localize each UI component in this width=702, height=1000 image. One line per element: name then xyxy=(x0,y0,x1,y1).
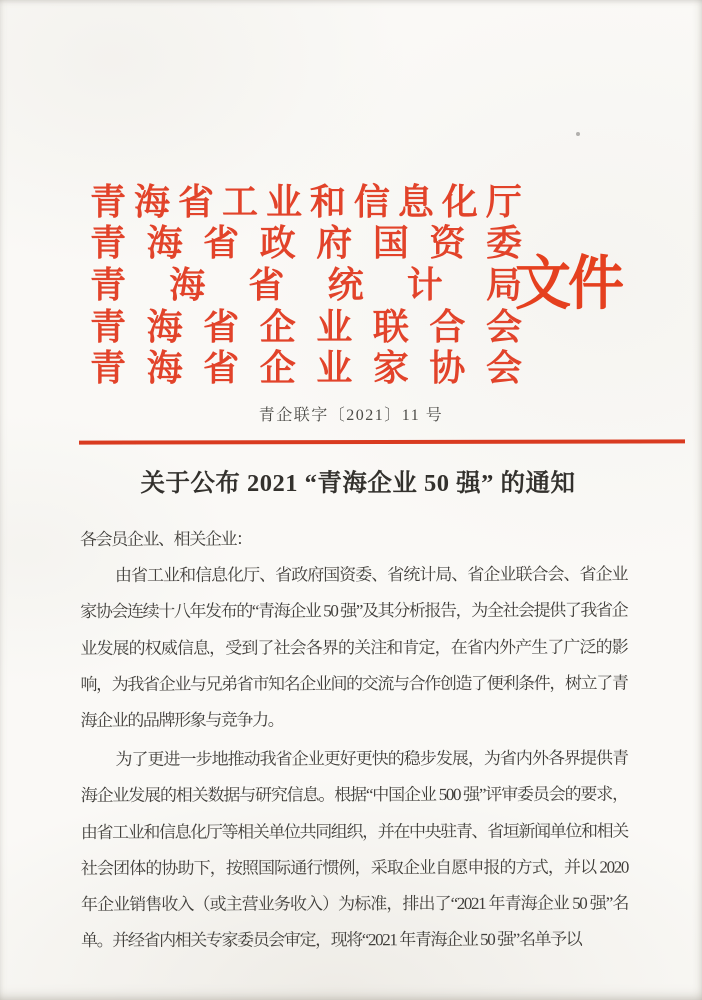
org-name-line: 青 海 省 统 计 局 xyxy=(90,264,522,305)
org-name-line: 青 海 省 企 业 联 合 会 xyxy=(90,306,522,347)
org-name-line: 青 海 省 政 府 国 资 委 xyxy=(90,223,522,264)
org-name-line: 青 海 省 工 业 和 信 息 化 厅 xyxy=(90,181,522,222)
body-paragraph: 由省工业和信息化厅、省政府国资委、省统计局、省企业联合会、省企业家协会连续十八年发布的“青海企业 50 强”及其分析报告，为全社会提供了我省企业发展的权威信息，受到了社会各界的关注和肯定，在省内外产生了广泛的影响，为我省企业与兄弟省市知名企业间的交流与合作创造了便利条件，树立了青海企业的品牌形象与竞争力。 xyxy=(80,564,628,731)
issuing-organizations xyxy=(90,181,522,389)
document-title: 关于公布 2021 “青海企业 50 强” 的通知 xyxy=(140,470,576,497)
document-reference-number: 青企联字〔2021〕11 号 xyxy=(258,407,444,424)
scan-speck xyxy=(576,132,580,136)
document-mark-label: 文件 xyxy=(515,252,621,318)
body-paragraph: 为了更进一步地推动我省企业更好更快的稳步发展，为省内外各界提供青海企业发展的相关数据与研究信息。根据“中国企业 500 强”评审委员会的要求，由省工业和信息化厅等相关单位共同组织，并在中央驻青、省垣新闻单位和相关社会团体的协助下，按照国际通行惯例，采取企业自愿申报的方式，并以 2020 年企业销售收入（或主营业务收入）为标准，排出了“2021 年青海企业 50 强”名单。并经省内相关专家委员会审定，现将“2021 年青海企业 50 强”名单予以 xyxy=(80,748,629,951)
letterhead xyxy=(90,181,621,389)
salutation-line: 各会员企业、相关企业： xyxy=(80,529,252,549)
document-body xyxy=(80,521,628,960)
red-divider-rule xyxy=(79,439,685,444)
org-name-line: 青 海 省 企 业 家 协 会 xyxy=(90,348,522,389)
